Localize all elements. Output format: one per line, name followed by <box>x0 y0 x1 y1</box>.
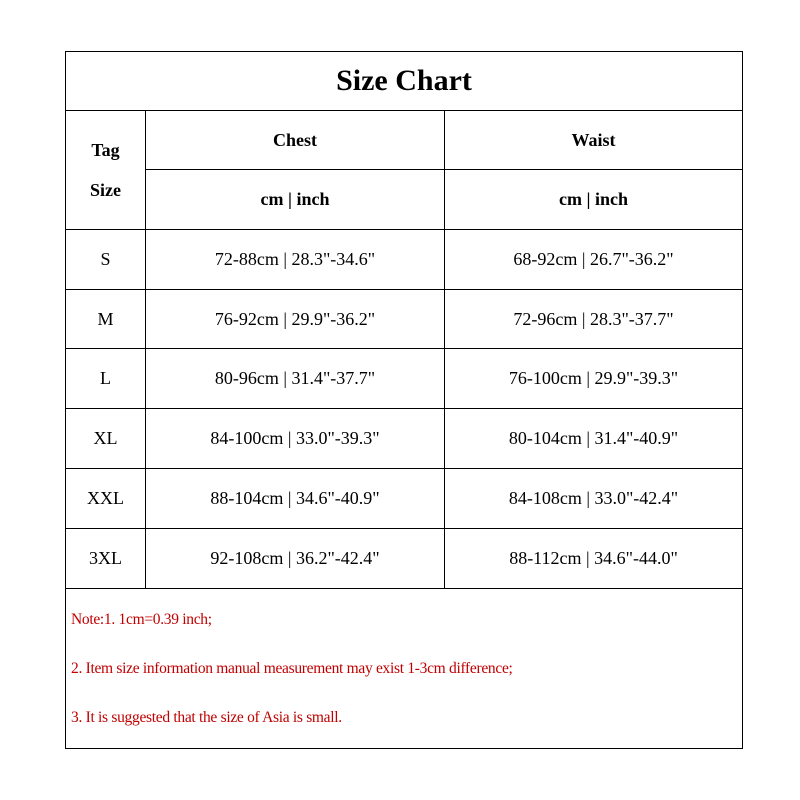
size-cell: XL <box>93 428 118 448</box>
size-cell: 3XL <box>89 548 122 568</box>
tag-size-header <box>66 111 145 229</box>
chest-cell: 88-104cm | 34.6"-40.9" <box>210 488 380 508</box>
chest-unit-header: cm | inch <box>260 189 330 209</box>
waist-cell: 84-108cm | 33.0"-42.4" <box>508 488 679 508</box>
grid-line <box>145 169 742 170</box>
notes-section <box>66 589 742 749</box>
chest-cell: 76-92cm | 29.9"-36.2" <box>214 308 376 329</box>
size-cell: M <box>97 308 114 329</box>
tag-label: Tag <box>91 140 120 160</box>
grid-line <box>66 468 742 469</box>
note-1: Note:1. 1cm=0.39 inch; <box>71 611 212 628</box>
grid-line <box>444 110 445 589</box>
chart-title: Size Chart <box>66 52 742 111</box>
waist-unit-header: cm | inch <box>559 189 628 209</box>
grid-line <box>66 528 742 529</box>
waist-cell: 76-100cm | 29.9"-39.3" <box>508 368 679 388</box>
chest-cell: 84-100cm | 33.0"-39.3" <box>210 428 380 448</box>
waist-cell: 80-104cm | 31.4"-40.9" <box>508 428 679 448</box>
waist-cell: 72-96cm | 28.3"-37.7" <box>513 308 674 329</box>
size-cell: XXL <box>87 488 124 508</box>
waist-header: Waist <box>571 129 616 150</box>
waist-cell: 68-92cm | 26.7"-36.2" <box>513 249 674 269</box>
grid-line <box>66 408 742 409</box>
chest-header: Chest <box>273 129 317 150</box>
grid-line <box>66 229 742 230</box>
grid-line <box>66 289 742 290</box>
note-2: 2. Item size information manual measurement may exist 1-3cm difference; <box>71 660 513 677</box>
size-cell: S <box>100 249 111 269</box>
size-cell: L <box>100 368 111 388</box>
note-3: 3. It is suggested that the size of Asia is small. <box>71 709 342 726</box>
grid-line <box>145 110 146 589</box>
chest-cell: 92-108cm | 36.2"-42.4" <box>210 548 380 568</box>
grid-line <box>66 348 742 349</box>
chest-cell: 72-88cm | 28.3"-34.6" <box>214 249 376 269</box>
size-chart-table <box>65 51 743 749</box>
chest-cell: 80-96cm | 31.4"-37.7" <box>214 368 376 388</box>
size-label: Size <box>90 180 121 200</box>
waist-cell: 88-112cm | 34.6"-44.0" <box>509 548 678 568</box>
